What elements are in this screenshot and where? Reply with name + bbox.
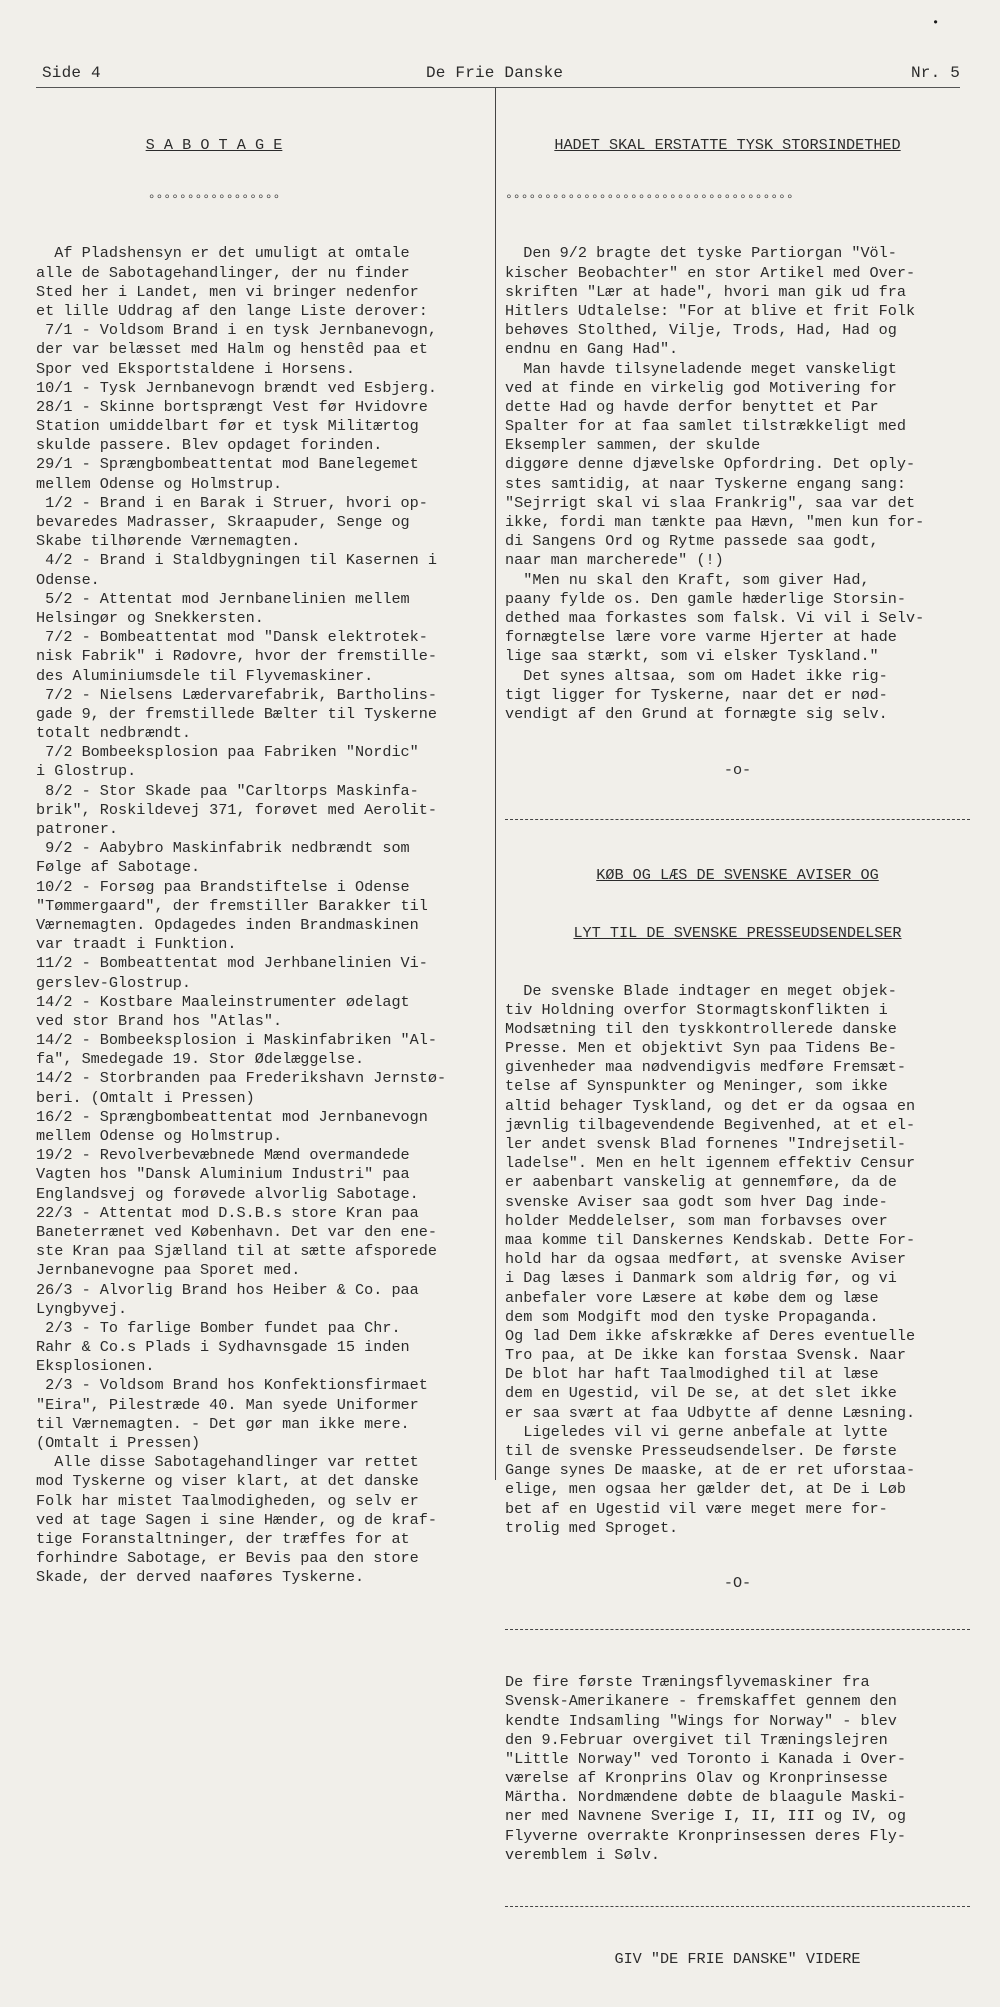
text-line: 7/1 - Voldsom Brand i en tysk Jernbanevogn, <box>36 321 438 340</box>
text-line: De fire første Træningsflyvemaskiner fra <box>505 1673 870 1692</box>
text-line: 14/2 - Storbranden paa Frederikshavn Jernstø- <box>36 1069 447 1088</box>
text-line: 26/3 - Alvorlig Brand hos Heiber & Co. paa <box>36 1280 419 1299</box>
text-line: Sted her i Landet, men vi bringer nedenfor <box>36 282 419 301</box>
text-line: "Tømmergaard", der fremstiller Barakker til <box>36 896 428 915</box>
text-line: (Omtalt i Pressen) <box>36 1434 201 1453</box>
text-line: 22/3 - Attentat mod D.S.B.s store Kran paa <box>36 1203 419 1222</box>
text-line: i Dag læses i Danmark som aldrig før, og vi <box>505 1269 897 1288</box>
text-line: Presse. Men et objektivt Syn paa Tidens Be- <box>505 1039 897 1058</box>
text-line: værelse af Kronprins Olav og Kronprinsesse <box>505 1769 888 1788</box>
text-line: Man havde tilsyneladende meget vanskeligt <box>505 359 897 378</box>
article-separator <box>505 819 970 820</box>
swedish-article-heading-2: LYT TIL DE SVENSKE PRESSEUDSENDELSER <box>573 923 902 942</box>
text-line: beri. (Omtalt i Pressen) <box>36 1088 255 1107</box>
text-line: Flyverne overrakte Kronprinsessen deres Fly- <box>505 1826 907 1845</box>
text-line: 2/3 - Voldsom Brand hos Konfektionsfirmaet <box>36 1376 428 1395</box>
text-line: den 9.Februar overgivet til Træningslejren <box>505 1730 888 1749</box>
text-line: der var belæsset med Halm og henstêd paa et <box>36 340 428 359</box>
text-line: 16/2 - Sprængbombeattentat mod Jernbanevogn <box>36 1107 428 1126</box>
text-line: kendte Indsamling "Wings for Norway" - blev <box>505 1711 897 1730</box>
text-line: gade 9, der fremstillede Bælter til Tyskerne <box>36 704 438 723</box>
text-line: til de svenske Presseudsendelser. De første <box>505 1442 897 1460</box>
text-line: naar man marcherede" (!) <box>505 551 724 570</box>
text-line: bet af en Ugestid vil være meget mere for- <box>505 1499 888 1518</box>
text-line: ikke, fordi man tænkte paa Hævn, "men kun for- <box>505 513 925 532</box>
text-line: diggøre denne djævelske Opfordring. Det oply- <box>505 455 916 474</box>
text-line: anbefaler vore Læsere at købe dem og læse <box>505 1288 879 1307</box>
text-line: fa", Smedegade 19. Stor Ødelæggelse. <box>36 1050 365 1069</box>
text-line: Ligeledes vil vi gerne anbefale at lytte <box>505 1422 888 1441</box>
text-line: "Eira", Pilestræde 40. Man syede Uniformer <box>36 1395 419 1414</box>
text-line: gerslev-Glostrup. <box>36 973 191 992</box>
text-line: 2/3 - To farlige Bomber fundet paa Chr. <box>36 1318 401 1337</box>
text-line: dem som Modgift mod den tyske Propaganda. <box>505 1307 879 1326</box>
text-line: skriften "Lær at hade", hvori man gik ud fra <box>505 282 907 301</box>
text-line: telse af Synspunkter og Meninger, som ikke <box>505 1077 888 1096</box>
text-line: Folk har mistet Taalmodigheden, og selv er <box>36 1491 419 1510</box>
text-line: paany fylde os. Den gamle hæderlige Storsin- <box>505 589 907 608</box>
hate-article-body <box>505 244 970 724</box>
text-line: bevaredes Madrasser, Skraapuder, Senge og <box>36 513 410 532</box>
text-line: svenske Aviser saa godt som hver Dag inde- <box>505 1192 888 1211</box>
hate-article-heading: HADET SKAL ERSTATTE TYSK STORSINDETHED <box>554 136 901 155</box>
text-line: behøves Stolthed, Vilje, Trods, Had, Had og <box>505 321 897 340</box>
text-line: Hitlers Udtalelse: "For at blive et frit Folk <box>505 301 916 320</box>
text-line: jævnlig tilbagevendende Begivenhed, at et el- <box>505 1115 916 1134</box>
issue-number: Nr. 5 <box>910 64 960 82</box>
text-line: trolig med Sproget. <box>505 1518 679 1537</box>
text-line: dette Had og havde derfor benyttet et Par <box>505 397 879 416</box>
text-line: 8/2 - Stor Skade paa "Carltorps Maskinfa- <box>36 781 419 800</box>
text-line: dem en Ugestid, vil De se, at det slet ikke <box>505 1384 897 1403</box>
text-line: Og lad Dem ikke afskrække af Deres eventuelle <box>505 1326 916 1345</box>
text-line: Alle disse Sabotagehandlinger var rettet <box>36 1453 419 1472</box>
text-line: endnu en Gang Had". <box>505 340 679 359</box>
text-line: i Glostrup. <box>36 762 137 781</box>
text-line: 7/2 Bombeeksplosion paa Fabriken "Nordic" <box>36 743 419 762</box>
text-line: forhindre Sabotage, er Bevis paa den store <box>36 1549 419 1568</box>
text-line: des Aluminiumsdele til Flyvemaskiner. <box>36 666 374 685</box>
text-line: Märtha. Nordmændene døbte de blaagule Maski- <box>505 1788 907 1807</box>
text-line: hold har da ogsaa medført, at svenske Aviser <box>505 1250 907 1269</box>
text-line: 7/2 - Nielsens Lædervarefabrik, Bartholins- <box>36 685 438 704</box>
text-line: "Little Norway" ved Toronto i Kanada i Over- <box>505 1749 907 1768</box>
text-line: ved stor Brand hos "Atlas". <box>36 1011 283 1030</box>
text-line: var traadt i Funktion. <box>36 935 237 954</box>
text-line: lige saa stærkt, som vi elsker Tyskland." <box>505 647 879 666</box>
corner-mark: • <box>932 16 940 30</box>
text-line: ler andet svensk Blad fornenes "Indrejsetil- <box>505 1135 907 1153</box>
text-line: 29/1 - Sprængbombeattentat mod Banelegemet <box>36 455 419 474</box>
text-line: nisk Fabrik" i Rødovre, hvor der fremstille- <box>36 647 438 666</box>
aircraft-article-body <box>505 1673 970 1865</box>
text-line: elige, men ogsaa her gælder det, at De i Løb <box>505 1480 907 1499</box>
footer-slogan: GIV "DE FRIE DANSKE" VIDERE <box>614 1949 861 1968</box>
text-line: Modsætning til den tyskkontrollerede danske <box>505 1019 897 1038</box>
text-line: Værnemagten. Opdagedes inden Brandmaskinen <box>36 915 419 934</box>
text-line: brik", Roskildevej 371, forøvet med Aerolit- <box>36 800 438 819</box>
text-line: Skade, der derved naaføres Tyskerne. <box>36 1568 365 1587</box>
text-line: "Men nu skal den Kraft, som giver Had, <box>505 570 870 589</box>
swedish-article-body <box>505 982 970 1538</box>
text-line: fornægtelse lære vore varme Hjerter at hade <box>505 628 897 647</box>
text-line: Jernbanevogne paa Sporet med. <box>36 1261 301 1280</box>
text-line: Lyngbyvej. <box>36 1299 128 1318</box>
newspaper-title: De Frie Danske <box>426 64 564 82</box>
text-line: Helsingør og Snekkersten. <box>36 608 264 627</box>
text-line: ner med Navnene Sverige I, II, III og IV, og <box>505 1807 907 1826</box>
text-line: ved at tage Sagen i sine Hænder, og de kraf- <box>36 1510 438 1529</box>
text-line: kischer Beobachter" en stor Artikel med Over- <box>505 263 916 282</box>
page-number: Side 4 <box>42 64 101 82</box>
text-line: Skabe tilhørende Værnemagten. <box>36 532 301 551</box>
text-line: Spor ved Eksportstaldene i Horsens. <box>36 359 355 378</box>
text-line: 7/2 - Bombeattentat mod "Dansk elektrotek- <box>36 628 428 647</box>
text-line: 1/2 - Brand i en Barak i Struer, hvori op- <box>36 493 428 512</box>
text-line: Af Pladshensyn er det umuligt at omtale <box>36 244 410 263</box>
text-line: Station umiddelbart før et tysk Militærtog <box>36 417 419 436</box>
text-line: Baneterrænet ved København. Det var den ene- <box>36 1222 438 1241</box>
article-separator-2 <box>505 1629 970 1630</box>
text-line: Spalter for at faa samlet tilstrækkeligt med <box>505 417 907 436</box>
text-line: alle de Sabotagehandlinger, der nu finder <box>36 263 410 282</box>
text-line: 11/2 - Bombeattentat mod Jerhbanelinien Vi- <box>36 954 428 973</box>
text-line: holder Meddelelser, som man forbavses over <box>505 1211 888 1230</box>
text-line: totalt nedbrændt. <box>36 724 191 743</box>
page-header <box>42 64 960 86</box>
text-line: stes samtidig, at naar Tyskerne engang sang: <box>505 474 907 493</box>
text-line: til Værnemagten. - Det gør man ikke mere. <box>36 1414 410 1433</box>
text-line: ved at finde en virkelig god Motivering for <box>505 378 897 397</box>
text-line: Eksempler sammen, der skulde <box>505 436 761 455</box>
left-column <box>36 98 492 1626</box>
text-line: tiv Holdning overfor Stormagtskonflikten i <box>505 1000 888 1019</box>
text-line: di Sangens Ord og Rytme passede saa godt, <box>505 532 879 551</box>
text-line: skulde passere. Blev opdaget forinden. <box>36 436 383 455</box>
text-line: mellem Odense og Holmstrup. <box>36 474 283 493</box>
text-line: er saa svært at faa Udbytte af denne Læsning. <box>505 1403 916 1422</box>
swedish-article-end-mark: -O- <box>723 1576 752 1591</box>
text-line: veremblem i Sølv. <box>505 1845 660 1864</box>
text-line: Gange synes De maaske, at de er ret uforstaa- <box>505 1461 916 1480</box>
text-line: vendigt af den Grund at fornægte sig selv. <box>505 704 888 723</box>
text-line: et lille Uddrag af den lange Liste derover: <box>36 301 428 320</box>
text-line: 10/2 - Forsøg paa Brandstiftelse i Odense <box>36 877 410 896</box>
heading-dots: °°°°°°°°°°°°°°°°° <box>147 194 281 206</box>
text-line: ladelse". Men en helt igennem effektiv Censur <box>505 1154 916 1173</box>
text-line: mod Tyskerne og viser klart, at det danske <box>36 1472 419 1491</box>
text-line: De blot har haft Taalmodighed til at læse <box>505 1365 879 1384</box>
text-line: 9/2 - Aabybro Maskinfabrik nedbrændt som <box>36 839 410 858</box>
text-line: 14/2 - Kostbare Maaleinstrumenter ødelagt <box>36 992 410 1011</box>
text-line: ste Kran paa Sjælland til at sætte afsporede <box>36 1242 438 1261</box>
text-line: maa komme til Danskernes Kendskab. Dette For- <box>505 1230 916 1249</box>
text-line: givenheder maa nødvendigvis medføre Fremsæt- <box>505 1058 907 1077</box>
hate-heading-dots: °°°°°°°°°°°°°°°°°°°°°°°°°°°°°°°°°°°°° <box>505 194 794 206</box>
text-line: 10/1 - Tysk Jernbanevogn brændt ved Esbjerg. <box>36 378 438 397</box>
text-line: Svensk-Amerikanere - fremskaffet gennem den <box>505 1692 897 1711</box>
text-line: tige Foranstaltninger, der træffes for at <box>36 1529 410 1548</box>
text-line: Vagten hos "Dansk Aluminium Industri" paa <box>36 1165 410 1184</box>
text-line: Følge af Sabotage. <box>36 858 201 877</box>
text-line: Englandsvej og forøvede alvorlig Sabotage. <box>36 1184 419 1203</box>
text-line: Den 9/2 bragte det tyske Partiorgan "Völ- <box>505 244 897 263</box>
text-line: Rahr & Co.s Plads i Sydhavnsgade 15 inden <box>36 1338 410 1357</box>
text-line: er aabenbart vanskelig at gennemføre, da de <box>505 1173 897 1192</box>
text-line: tigt ligger for Tyskerne, naar det er nød- <box>505 685 888 704</box>
text-line: Tro paa, at De ikke kan forstaa Svensk. Naar <box>505 1346 907 1365</box>
text-line: De svenske Blade indtager en meget objek- <box>505 981 897 1000</box>
text-line: 14/2 - Bombeeksplosion i Maskinfabriken "Al- <box>36 1031 438 1050</box>
text-line: 28/1 - Skinne bortsprængt Vest før Hvidovre <box>36 397 428 416</box>
header-rule <box>36 87 960 88</box>
sabotage-article-body <box>36 244 492 1587</box>
text-line: Eksplosionen. <box>36 1357 155 1376</box>
text-line: altid behager Tyskland, og det er da ogsaa en <box>505 1096 916 1115</box>
swedish-article-heading-1: KØB OG LÆS DE SVENSKE AVISER OG <box>596 866 879 885</box>
column-divider <box>495 88 496 1480</box>
text-line: 19/2 - Revolverbevæbnede Mænd overmandede <box>36 1146 410 1165</box>
right-column <box>505 98 970 2007</box>
footer-separator <box>505 1906 970 1907</box>
text-line: 4/2 - Brand i Staldbygningen til Kasernen i <box>36 551 438 570</box>
text-line: dethed maa forkastes som falsk. Vi vil i Selv- <box>505 608 925 627</box>
sabotage-heading: S A B O T A G E <box>145 136 283 155</box>
text-line: mellem Odense og Holmstrup. <box>36 1127 283 1146</box>
text-line: Odense. <box>36 570 100 589</box>
text-line: "Sejrrigt skal vi slaa Frankrig", saa var det <box>505 493 916 512</box>
hate-article-end-mark: -o- <box>723 762 752 777</box>
text-line: Det synes altsaa, som om Hadet ikke rig- <box>505 666 888 685</box>
text-line: patroner. <box>36 820 119 839</box>
text-line: 5/2 - Attentat mod Jernbanelinien mellem <box>36 589 410 608</box>
